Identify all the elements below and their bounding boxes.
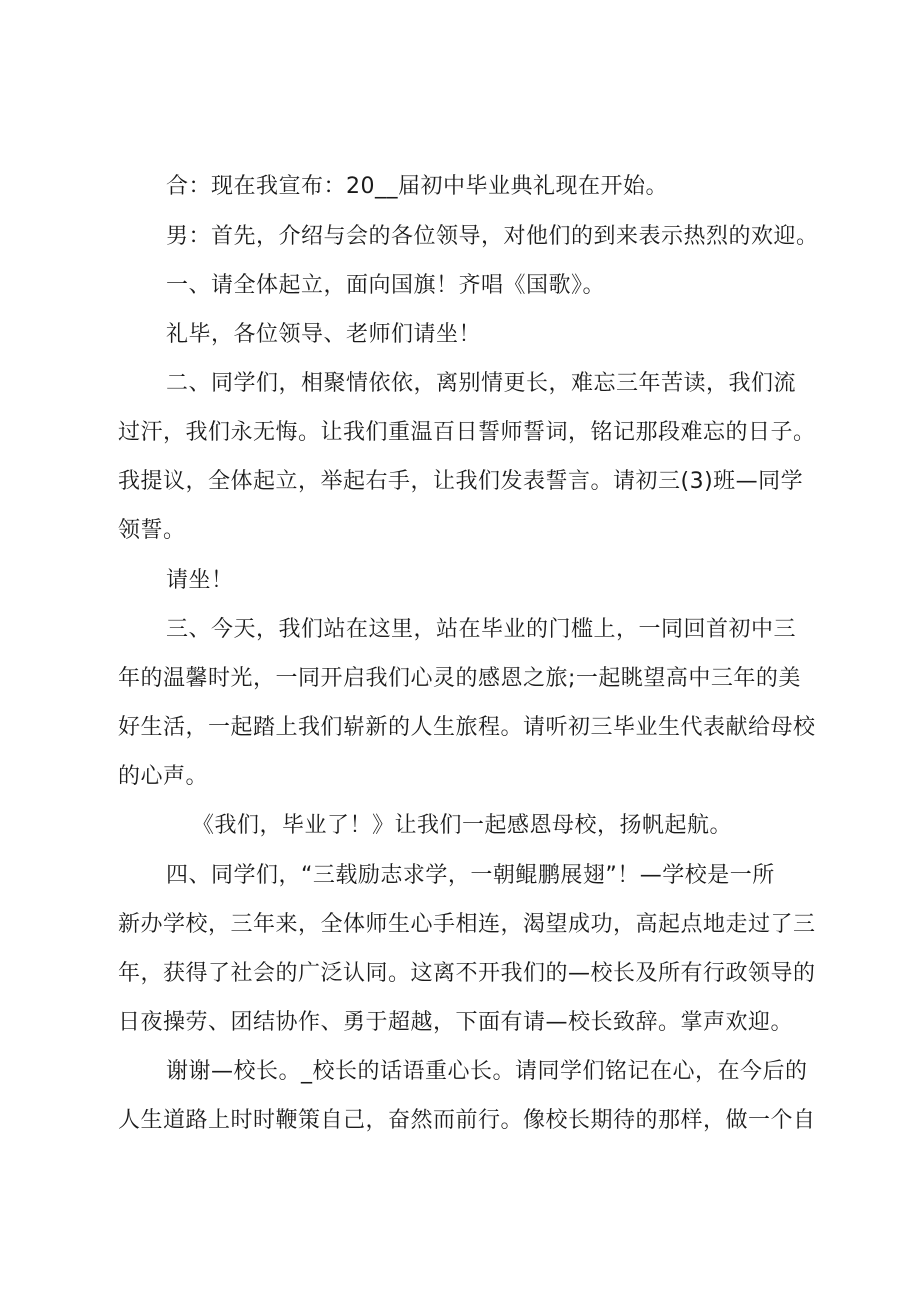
paragraph-line: 三、今天，我们站在这里，站在毕业的门槛上，一同回首初中三 xyxy=(166,617,797,642)
paragraph-line: 的心声。 xyxy=(118,764,209,789)
paragraph-line: 过汗，我们永无悔。让我们重温百日誓师誓词，铭记那段难忘的日子。 xyxy=(118,420,816,445)
paragraph-line: 礼毕，各位领导、老师们请坐！ xyxy=(166,322,482,347)
paragraph-line: 谢谢—校长。_校长的话语重心长。请同学们铭记在心，在今后的 xyxy=(166,1059,808,1084)
paragraph-line: 一、请全体起立，面向国旗！齐唱《国歌》。 xyxy=(166,273,606,298)
paragraph-line: 男：首先，介绍与会的各位领导，对他们的到来表示热烈的欢迎。 xyxy=(166,224,819,249)
paragraph-line: 请坐！ xyxy=(166,568,234,593)
paragraph-line: 人生道路上时时鞭策自己，奋然而前行。像校长期待的那样，做一个自 xyxy=(118,1108,816,1133)
paragraph-line: 日夜操劳、团结协作、勇于超越，下面有请—校长致辞。掌声欢迎。 xyxy=(118,1010,794,1035)
paragraph-line: 年，获得了社会的广泛认同。这离不开我们的—校长及所有行政领导的 xyxy=(118,961,816,986)
paragraph-line: 二、同学们，相聚情依依，离别情更长，难忘三年苦读，我们流 xyxy=(166,371,797,396)
paragraph-line: 四、同学们，“三载励志求学，一朝鲲鹏展翅”！—学校是一所 xyxy=(166,863,775,888)
paragraph-line: 合：现在我宣布：20__届初中毕业典礼现在开始。 xyxy=(166,174,668,199)
paragraph-line: 领誓。 xyxy=(118,518,186,543)
paragraph-line: 我提议，全体起立，举起右手，让我们发表誓言。请初三(3)班—同学 xyxy=(118,469,804,494)
paragraph-line: 《我们，毕业了！》让我们一起感恩母校，扬帆起航。 xyxy=(192,813,733,838)
paragraph-line: 新办学校，三年来，全体师生心手相连，渴望成功，高起点地走过了三 xyxy=(118,912,816,937)
paragraph-line: 年的温馨时光，一同开启我们心灵的感恩之旅;一起眺望高中三年的美 xyxy=(118,666,801,691)
paragraph-line: 好生活，一起踏上我们崭新的人生旅程。请听初三毕业生代表献给母校 xyxy=(118,715,816,740)
